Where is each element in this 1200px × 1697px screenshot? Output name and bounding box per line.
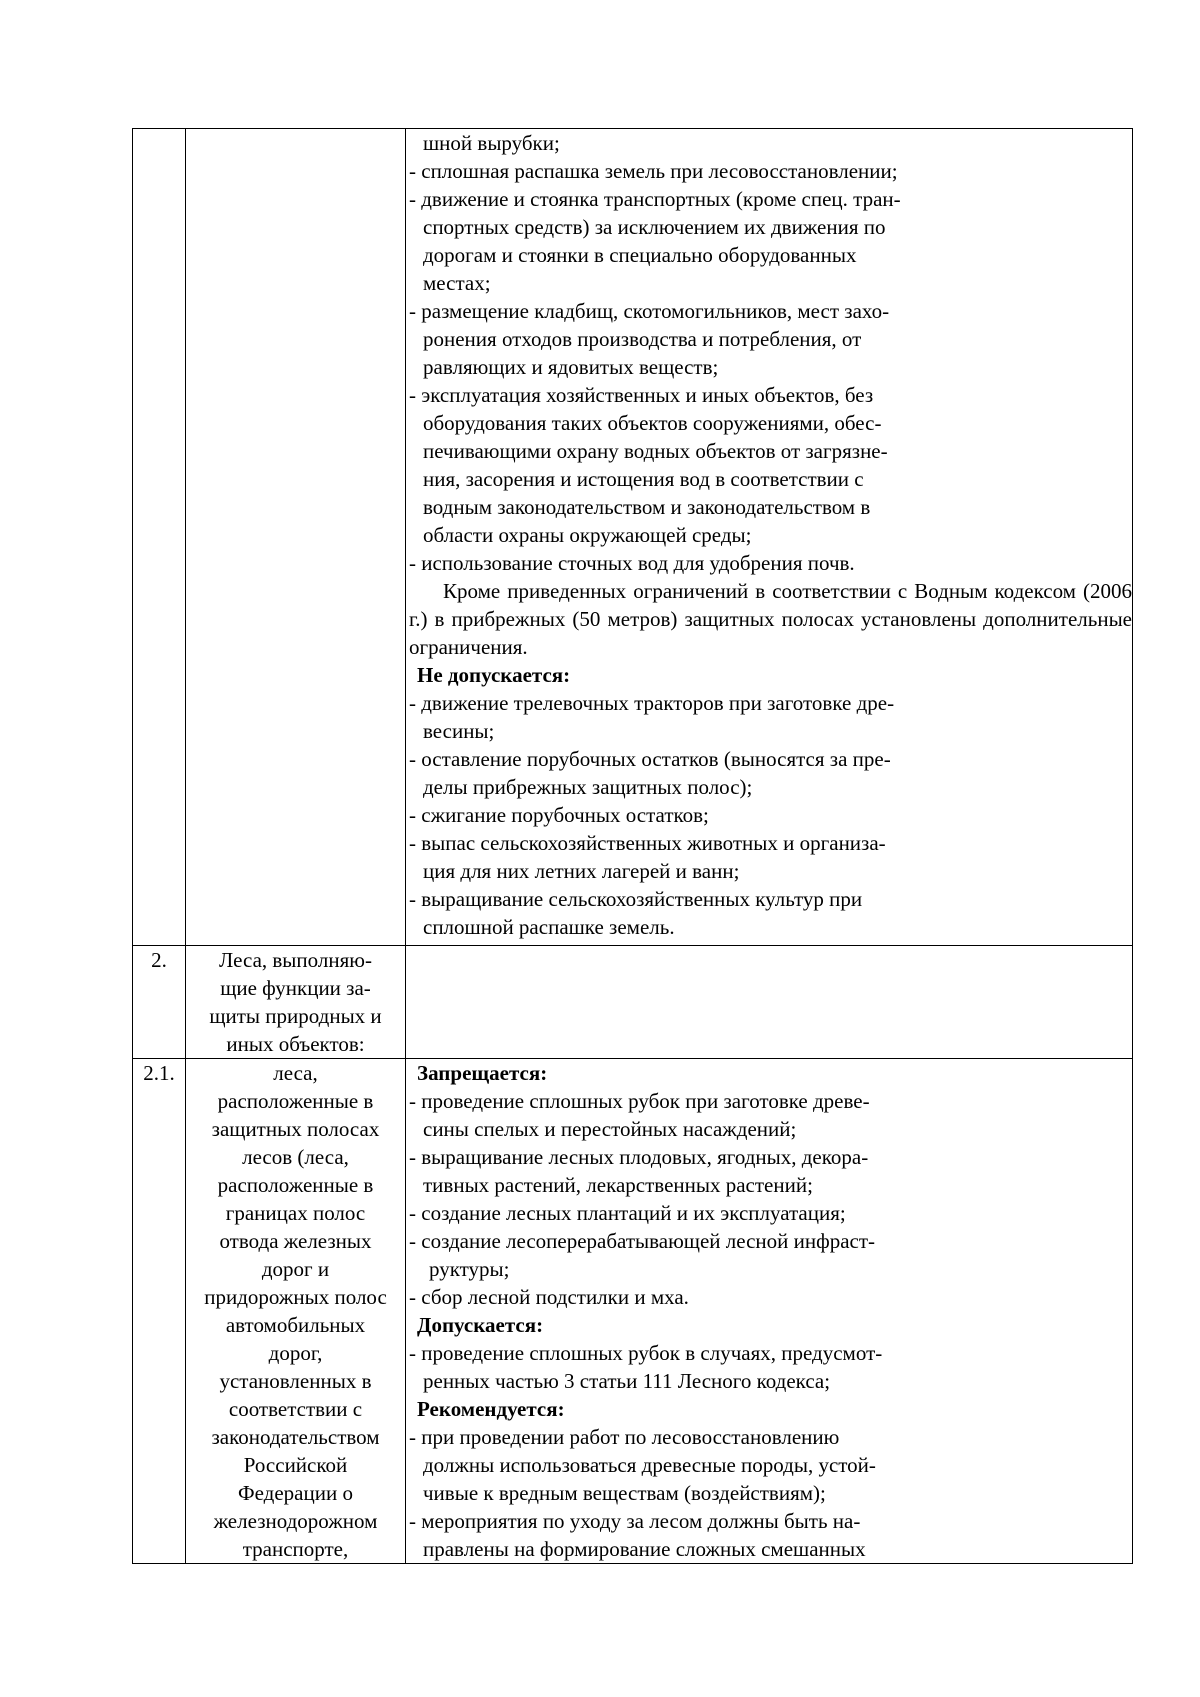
- text-line: - размещение кладбищ, скотомогильников, мест захо-: [409, 299, 890, 323]
- text-line: печивающими охрану водных объектов от загрязне-: [423, 439, 888, 463]
- text-line: - проведение сплошных рубок в случаях, предусмот-: [409, 1341, 883, 1365]
- text-line: сплошной распашке земель.: [423, 915, 675, 939]
- text-line: - создание лесных плантаций и их эксплуатация;: [409, 1201, 846, 1225]
- text-line: - оставление порубочных остатков (выносятся за пре-: [409, 747, 891, 771]
- text-line: чивые к вредным веществам (воздействиям);: [423, 1481, 826, 1505]
- name-line: щие функции за-: [220, 976, 371, 1000]
- number-cell: 2.: [133, 946, 186, 1059]
- text-line: - проведение сплошных рубок при заготовке древе-: [409, 1089, 870, 1113]
- text-line: - использование сточных вод для удобрения почв.: [409, 551, 855, 575]
- text-line: - выращивание лесных плодовых, ягодных, декора-: [409, 1145, 869, 1169]
- table-row: [133, 129, 1133, 946]
- text-line: должны использоваться древесные породы, устой-: [423, 1453, 876, 1477]
- text-line: ренных частью 3 статьи 111 Лесного кодекса;: [423, 1369, 831, 1393]
- text-line: ция для них летних лагерей и ванн;: [423, 859, 740, 883]
- text-line: правлены на формирование сложных смешанных: [423, 1537, 866, 1561]
- name-line: автомобильных: [225, 1313, 366, 1337]
- text-line: - сжигание порубочных остатков;: [409, 803, 709, 827]
- text-line: делы прибрежных защитных полос);: [423, 775, 753, 799]
- name-cell: [186, 1059, 406, 1564]
- text-line: - при проведении работ по лесовосстановлению: [409, 1425, 840, 1449]
- name-line: дорог,: [268, 1341, 323, 1365]
- table-row: [133, 1059, 1133, 1564]
- name-line: отвода железных: [219, 1229, 372, 1253]
- name-line: железнодорожном: [213, 1509, 378, 1533]
- name-line: расположенные в: [217, 1089, 374, 1113]
- text-line: водным законодательством и законодательством в: [423, 495, 871, 519]
- text-line: местах;: [423, 271, 491, 295]
- name-cell: [186, 946, 406, 1059]
- text-line: руктуры;: [429, 1257, 510, 1281]
- section-heading: Допускается:: [417, 1313, 544, 1337]
- paragraph: Кроме приведенных ограничений в соответствии с Водным кодексом (2006 г.) в прибрежных (50 метров) защитных полосах установлены дополнительные ограничения.: [409, 579, 1132, 659]
- text-line: - эксплуатация хозяйственных и иных объектов, без: [409, 383, 874, 407]
- text-line: - сплошная распашка земель при лесовосстановлении;: [409, 159, 898, 183]
- description-cell: [406, 129, 1133, 946]
- text-line: тивных растений, лекарственных растений;: [423, 1173, 813, 1197]
- text-line: ния, засорения и истощения вод в соответствии с: [423, 467, 864, 491]
- name-line: защитных полосах: [211, 1117, 380, 1141]
- description-cell: [406, 946, 1133, 1059]
- text-line: дорогам и стоянки в специально оборудованных: [423, 243, 857, 267]
- name-line: лесов (леса,: [242, 1145, 349, 1169]
- name-cell: [186, 129, 406, 946]
- name-line: Леса, выполняю-: [219, 948, 372, 972]
- text-line: - выпас сельскохозяйственных животных и организа-: [409, 831, 886, 855]
- name-line: границах полос: [225, 1201, 366, 1225]
- text-line: области охраны окружающей среды;: [423, 523, 752, 547]
- section-heading: Не допускается:: [417, 663, 571, 687]
- name-line: соответствии с: [228, 1397, 363, 1421]
- text-line: равляющих и ядовитых веществ;: [423, 355, 719, 379]
- name-line: Федерации о: [238, 1481, 353, 1505]
- text-line: - движение и стоянка транспортных (кроме спец. тран-: [409, 187, 901, 211]
- regulations-table: [132, 128, 1133, 1564]
- text-line: спортных средств) за исключением их движения по: [423, 215, 886, 239]
- description-cell: [406, 1059, 1133, 1564]
- name-line: придорожных полос: [204, 1285, 387, 1309]
- name-line: Российской: [243, 1453, 348, 1477]
- name-line: расположенные в: [217, 1173, 374, 1197]
- section-heading: Запрещается:: [417, 1061, 548, 1085]
- text-line: - сбор лесной подстилки и мха.: [409, 1285, 689, 1309]
- name-line: законодательством: [211, 1425, 380, 1449]
- text-line: - выращивание сельскохозяйственных культур при: [409, 887, 863, 911]
- text-line: - создание лесоперерабатывающей лесной инфраст-: [409, 1229, 876, 1253]
- text-line: шной вырубки;: [423, 131, 560, 155]
- name-line: дорог и: [261, 1257, 330, 1281]
- name-line: щиты природных и: [209, 1004, 382, 1028]
- table-row: [133, 946, 1133, 1059]
- name-line: установленных в: [219, 1369, 372, 1393]
- name-line: транспорте,: [242, 1537, 349, 1561]
- text-line: весины;: [423, 719, 495, 743]
- name-line: иных объектов:: [226, 1032, 365, 1056]
- text-line: оборудования таких объектов сооружениями, обес-: [423, 411, 882, 435]
- text-line: сины спелых и перестойных насаждений;: [423, 1117, 797, 1141]
- text-line: ронения отходов производства и потребления, от: [423, 327, 862, 351]
- name-line: леса,: [273, 1061, 318, 1085]
- text-line: - движение трелевочных тракторов при заготовке дре-: [409, 691, 895, 715]
- number-cell: 2.1.: [133, 1059, 186, 1564]
- text-line: - мероприятия по уходу за лесом должны быть на-: [409, 1509, 861, 1533]
- number-cell: [133, 129, 186, 946]
- section-heading: Рекомендуется:: [417, 1397, 565, 1421]
